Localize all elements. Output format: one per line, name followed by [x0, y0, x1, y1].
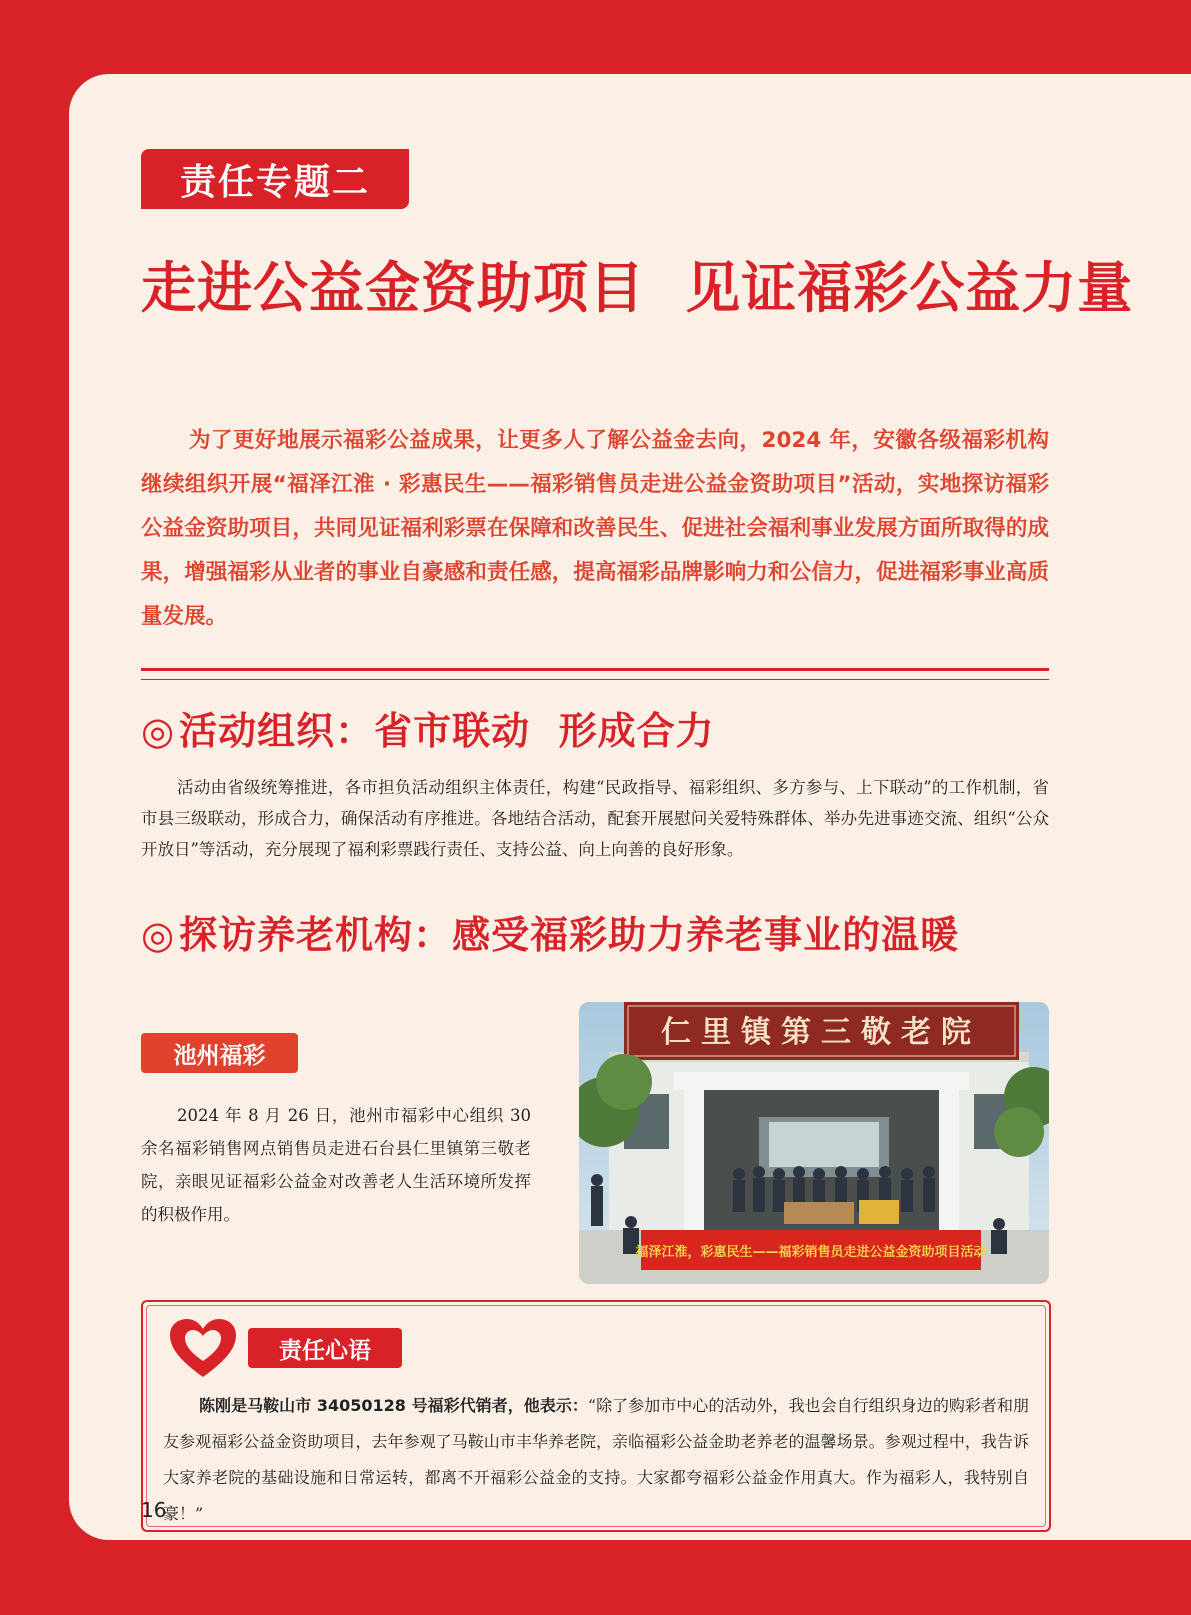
page-title: 走进公益金资助项目 见证福彩公益力量: [141, 256, 1134, 320]
section-heading-1: [141, 700, 715, 755]
intro-paragraph: 为了更好地展示福彩公益成果，让更多人了解公益金去向，2024 年，安徽各级福彩机构继续组织开展“福泽江淮 · 彩惠民生——福彩销售员走进公益金资助项目”活动，实地探访福彩公益金资助项目，共同见证福利彩票在保障和改善民生、促进社会福利事业发展方面所取得的成果，增强福彩从业者的事业自豪感和责任感，提高福彩品牌影响力和公信力，促进福彩事业高质量发展。: [141, 428, 1049, 629]
section-tag: 责任专题二: [141, 149, 409, 209]
circle-mark-icon: ◎: [141, 709, 176, 753]
sub-tag-chizhou: 池州福彩: [141, 1033, 298, 1073]
heart-icon: [168, 1317, 238, 1379]
quote-box: [141, 1300, 1051, 1532]
photo-sign-text: 仁里镇第三敬老院: [661, 1015, 981, 1050]
photo-illustration: [579, 1002, 1049, 1284]
photo-banner-text: 福泽江淮，彩惠民生——福彩销售员走进公益金资助项目活动: [635, 1245, 987, 1260]
section-heading-2: [141, 904, 959, 959]
section-body-2: 2024 年 8 月 26 日，池州市福彩中心组织 30 余名福彩销售网点销售员走进石台县仁里镇第三敬老院，亲眼见证福彩公益金对改善老人生活环境所发挥的积极作用。: [141, 1106, 531, 1224]
activity-photo: [579, 1002, 1049, 1284]
quote-lead: 陈刚是马鞍山市 34050128 号福彩代销者，他表示：: [199, 1396, 588, 1415]
section-heading-text: 活动组织：省市联动 形成合力: [179, 709, 715, 753]
section-heading-text: 探访养老机构：感受福彩助力养老事业的温暖: [179, 913, 960, 957]
quote-body: “除了参加市中心的活动外，我也会自行组织身边的购彩者和朋友参观福彩公益金资助项目，去年参观了马鞍山市丰华养老院，亲临福彩公益金助老养老的温馨场景。参观过程中，我告诉大家养老院的基础设施和日常运转，都离不开福彩公益金的支持。大家都夸福彩公益金作用真大。作为福彩人，我特别自豪！”: [163, 1396, 1029, 1523]
section-body-1: 活动由省级统筹推进，各市担负活动组织主体责任，构建“民政指导、福彩组织、多方参与、上下联动”的工作机制，省市县三级联动，形成合力，确保活动有序推进。各地结合活动，配套开展慰问关爱特殊群体、举办先进事迹交流、组织“公众开放日”等活动，充分展现了福利彩票践行责任、支持公益、向上向善的良好形象。: [141, 778, 1049, 859]
quote-text: [163, 1388, 1029, 1532]
page-number: 16: [141, 1498, 167, 1522]
quote-tag: 责任心语: [248, 1328, 402, 1368]
page-card: [69, 74, 1191, 1540]
circle-mark-icon: ◎: [141, 913, 176, 957]
divider: [141, 668, 1049, 680]
